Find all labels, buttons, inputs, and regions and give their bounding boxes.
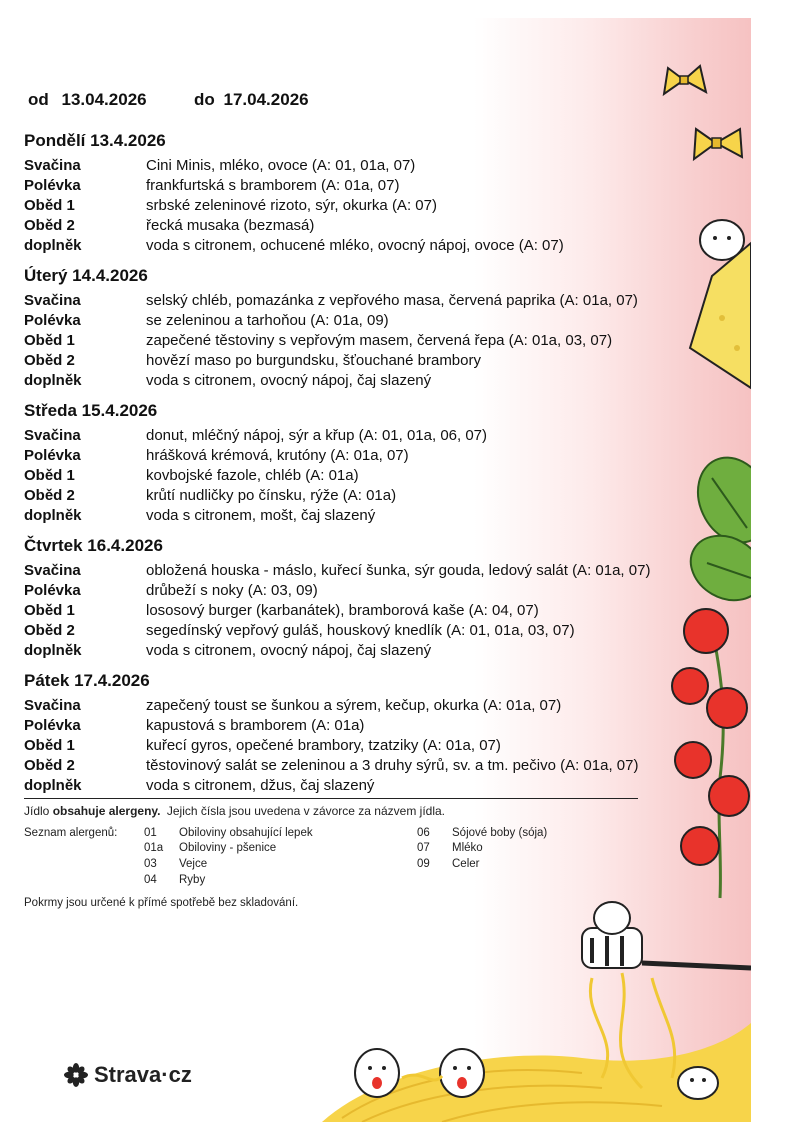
meal-label: Polévka (24, 447, 81, 464)
meal-label: Polévka (24, 312, 81, 329)
meal-label: Svačina (24, 157, 81, 174)
allergen-list-label: Seznam alergenů: (24, 827, 118, 839)
meal-label: Polévka (24, 582, 81, 599)
meal-label: doplněk (24, 507, 82, 524)
meal-label: doplněk (24, 372, 82, 389)
meal-text: voda s citronem, ochucené mléko, ovocný nápoj, ovoce (A: 07) (146, 237, 564, 254)
menu-row (24, 446, 704, 466)
allergen-name: Mléko (452, 842, 483, 854)
day-title: Pátek 17.4.2026 (24, 671, 150, 690)
meal-text: kapustová s bramborem (A: 01a) (146, 717, 365, 734)
menu-row (24, 641, 704, 661)
meal-text: lososový burger (karbanátek), bramborová kaše (A: 04, 07) (146, 602, 539, 619)
date-range-to (194, 90, 309, 110)
allergen-name: Celer (452, 858, 480, 870)
meal-label: Oběd 2 (24, 622, 75, 639)
meal-text: těstovinový salát se zeleninou a 3 druhy sýrů, sv. a tm. pečivo (A: 01a, 07) (146, 757, 639, 774)
menu-row (24, 291, 704, 311)
allergen-name: Obiloviny obsahující lepek (179, 827, 313, 839)
meal-label: Oběd 2 (24, 217, 75, 234)
meal-text: zapečené těstoviny s vepřovým masem, červená řepa (A: 01a, 03, 07) (146, 332, 613, 349)
meal-label: Oběd 2 (24, 487, 75, 504)
meal-label: Svačina (24, 697, 81, 714)
allergen-note (24, 804, 445, 818)
allergen-code: 04 (144, 874, 157, 886)
meal-label: doplněk (24, 642, 82, 659)
day-title: Středa 15.4.2026 (24, 401, 158, 420)
meal-text: zapečený toust se šunkou a sýrem, kečup, okurka (A: 01a, 07) (146, 697, 562, 714)
meal-label: Oběd 2 (24, 757, 75, 774)
meal-text: hovězí maso po burgundsku, šťouchané brambory (146, 352, 481, 369)
meal-label: doplněk (24, 237, 82, 254)
menu-row (24, 466, 704, 486)
menu-row (24, 601, 704, 621)
meal-label: Svačina (24, 427, 81, 444)
flower-icon (64, 1063, 88, 1087)
allergen-name: Sójové boby (sója) (452, 827, 548, 839)
day-block (24, 536, 704, 661)
allergen-code: 06 (417, 827, 430, 839)
menu-row (24, 716, 704, 736)
date-range-from (28, 90, 147, 110)
to-label: do (194, 90, 215, 109)
strava-logo[interactable] (64, 1062, 192, 1088)
allergen-note-bold: obsahuje alergeny. (52, 804, 161, 818)
allergen-code: 01a (144, 842, 164, 854)
farfalle-pasta-icon (664, 66, 706, 94)
menu-row (24, 216, 704, 236)
meal-text: voda s citronem, ovocný nápoj, čaj slazený (146, 372, 432, 389)
menu-row (24, 696, 704, 716)
allergen-note-prefix: Jídlo (24, 804, 50, 818)
allergen-name: Ryby (179, 874, 206, 886)
allergen-code: 07 (417, 842, 430, 854)
menu-row (24, 621, 704, 641)
day-block (24, 401, 704, 526)
to-date: 17.04.2026 (223, 90, 309, 109)
storage-note: Pokrmy jsou určené k přímé spotřebě bez skladování. (24, 897, 299, 909)
allergen-code: 01 (144, 827, 157, 839)
menu-row (24, 176, 704, 196)
meal-label: Oběd 1 (24, 737, 75, 754)
day-block (24, 671, 704, 796)
meal-text: Cini Minis, mléko, ovoce (A: 01, 01a, 07) (146, 157, 416, 174)
meal-label: Polévka (24, 717, 81, 734)
meal-text: donut, mléčný nápoj, sýr a křup (A: 01, 01a, 06, 07) (146, 427, 488, 444)
logo-text: Strava·cz (94, 1062, 192, 1087)
day-block (24, 131, 704, 256)
menu-row (24, 581, 704, 601)
meal-text: obložená houska - máslo, kuřecí šunka, sýr gouda, ledový salát (A: 01a, 07) (146, 562, 651, 579)
allergen-code: 03 (144, 858, 157, 870)
day-block (24, 266, 704, 391)
meal-text: srbské zeleninové rizoto, sýr, okurka (A: 07) (146, 197, 437, 214)
menu-row (24, 756, 704, 776)
menu-row (24, 561, 704, 581)
menu-row (24, 736, 704, 756)
meal-label: Svačina (24, 562, 81, 579)
allergen-name: Obiloviny - pšenice (179, 842, 277, 854)
allergen-code: 09 (417, 858, 430, 870)
menu-page (22, 18, 751, 1122)
menu-row (24, 776, 704, 796)
menu-row (24, 371, 704, 391)
meal-label: Oběd 1 (24, 602, 75, 619)
menu-row (24, 311, 704, 331)
menu-row (24, 351, 704, 371)
meal-text: kuřecí gyros, opečené brambory, tzatziky (A: 01a, 07) (146, 737, 501, 754)
meal-text: segedínský vepřový guláš, houskový knedlík (A: 01, 01a, 03, 07) (146, 622, 575, 639)
meal-label: Oběd 1 (24, 467, 75, 484)
from-date: 13.04.2026 (61, 90, 147, 109)
menu-row (24, 156, 704, 176)
day-title: Čtvrtek 16.4.2026 (24, 536, 163, 555)
meal-text: řecká musaka (bezmasá) (146, 217, 315, 234)
day-title: Pondělí 13.4.2026 (24, 131, 166, 150)
menu-row (24, 506, 704, 526)
meal-label: Svačina (24, 292, 81, 309)
meal-label: Oběd 2 (24, 352, 75, 369)
meal-text: se zeleninou a tarhoňou (A: 01a, 09) (146, 312, 389, 329)
meal-text: drůbeží s noky (A: 03, 09) (146, 582, 318, 599)
meal-text: voda s citronem, mošt, čaj slazený (146, 507, 376, 524)
divider (24, 798, 638, 799)
meal-label: Oběd 1 (24, 197, 75, 214)
meal-text: voda s citronem, džus, čaj slazený (146, 777, 375, 794)
meal-label: doplněk (24, 777, 82, 794)
menu-row (24, 331, 704, 351)
menu-row (24, 196, 704, 216)
meal-text: voda s citronem, ovocný nápoj, čaj slazený (146, 642, 432, 659)
day-title: Úterý 14.4.2026 (24, 266, 148, 285)
allergen-note-suffix: Jejich čísla jsou uvedena v závorce za názvem jídla. (166, 804, 445, 818)
meal-label: Polévka (24, 177, 81, 194)
meal-text: kovbojské fazole, chléb (A: 01a) (146, 467, 359, 484)
spaghetti-cows-icon (322, 902, 751, 1122)
menu-row (24, 426, 704, 446)
menu-row (24, 486, 704, 506)
allergen-name: Vejce (179, 858, 208, 870)
meal-text: krůtí nudličky po čínsku, rýže (A: 01a) (146, 487, 397, 504)
from-label: od (28, 90, 49, 109)
meal-label: Oběd 1 (24, 332, 75, 349)
meal-text: frankfurtská s bramborem (A: 01a, 07) (146, 177, 400, 194)
meal-text: hrášková krémová, krutóny (A: 01a, 07) (146, 447, 409, 464)
menu-row (24, 236, 704, 256)
meal-text: selský chléb, pomazánka z vepřového masa, červená paprika (A: 01a, 07) (146, 292, 638, 309)
